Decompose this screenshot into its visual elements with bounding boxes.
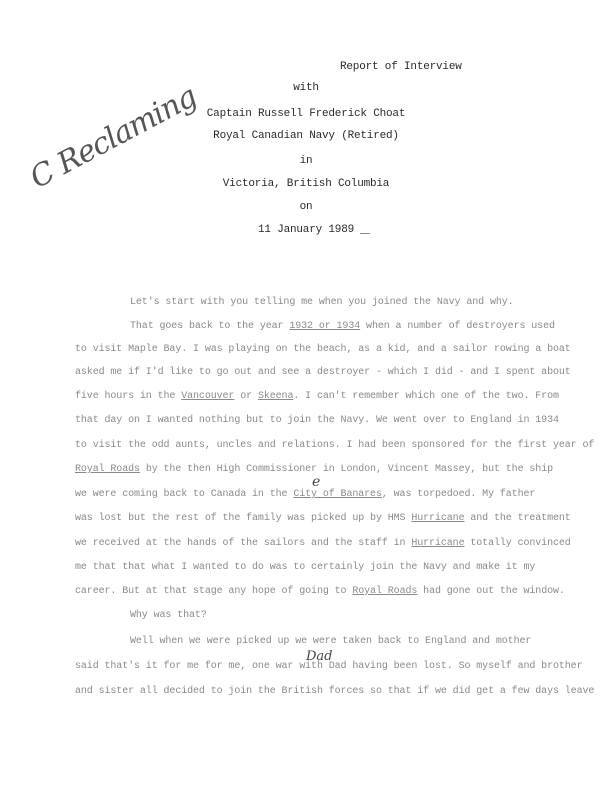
handwritten-correction: e <box>312 474 321 490</box>
paragraph-line: That goes back to the year 1932 or 1934 when a number of destroyers used <box>130 321 555 332</box>
interview-location: Victoria, British Columbia <box>222 178 390 190</box>
header-with-1: with <box>293 82 319 94</box>
report-title: Report of Interview <box>340 61 462 73</box>
interviewee-name: Captain Russell Frederick Choat <box>206 108 406 120</box>
date-mark <box>360 233 370 234</box>
paragraph-line: me that that what I wanted to do was to certainly join the Navy and make it my <box>75 562 536 573</box>
paragraph-line: we were coming back to Canada in the City of Banares, was torpedoed. My father <box>75 489 536 500</box>
paragraph-line: Well when we were picked up we were taken back to England and mother <box>130 636 532 647</box>
paragraph-line: to visit Maple Bay. I was playing on the beach, as a kid, and a sailor rowing a boat <box>75 344 571 355</box>
paragraph-line: asked me if I'd like to go out and see a destroyer - which I did - and I spent about <box>75 367 571 378</box>
handwritten-signature: C Reclaming <box>24 79 203 196</box>
handwritten-correction-dad: Dad <box>306 649 333 664</box>
header-in: in <box>299 155 313 167</box>
paragraph-line: that day on I wanted nothing but to join the Navy. We went over to England in 1934 <box>75 415 559 426</box>
question-1: Let's start with you telling me when you joined the Navy and why. <box>130 297 514 308</box>
header-on: on <box>299 201 313 213</box>
paragraph-line: Royal Roads by the then High Commissioner in London, Vincent Massey, but the ship <box>75 464 553 475</box>
interview-date: 11 January 1989 <box>257 224 355 236</box>
paragraph-line: we received at the hands of the sailors and the staff in Hurricane totally convinced <box>75 538 571 549</box>
paragraph-line: was lost but the rest of the family was picked up by HMS Hurricane and the treatment <box>75 513 571 524</box>
paragraph-line: five hours in the Vancouver or Skeena. I can't remember which one of the two. From <box>75 391 559 402</box>
paragraph-line: and sister all decided to join the British forces so that if we did get a few days leave <box>75 686 595 697</box>
interviewee-rank: Royal Canadian Navy (Retired) <box>213 130 399 142</box>
paragraph-line: to visit the odd aunts, uncles and relations. I had been sponsored for the first year of <box>75 440 595 451</box>
question-2: Why was that? <box>130 610 207 621</box>
paragraph-line: career. But at that stage any hope of going to Royal Roads had gone out the window. <box>75 586 565 597</box>
paragraph-line: said that's it for me for me, one war with Dad having been lost. So myself and brother <box>75 661 583 672</box>
